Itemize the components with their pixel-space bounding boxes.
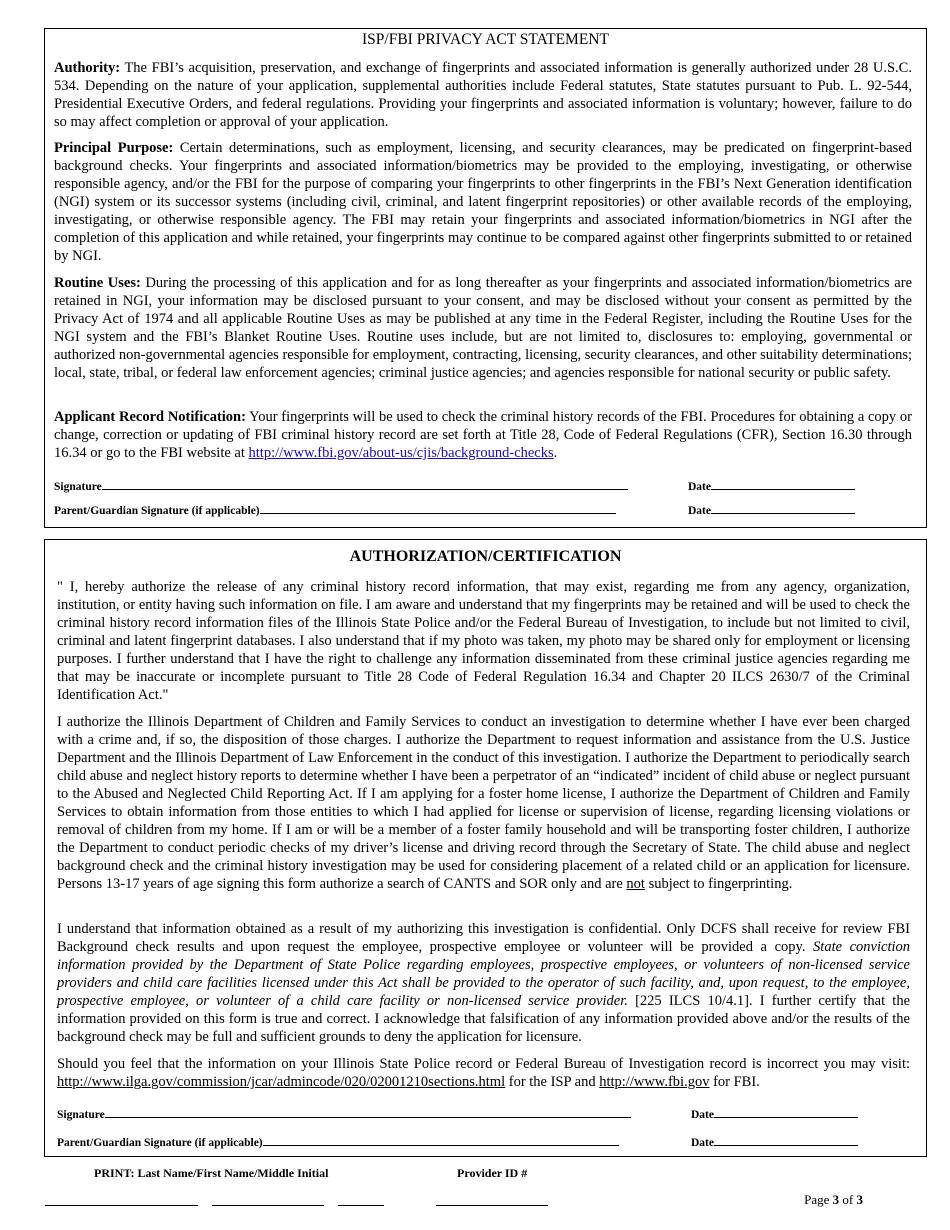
fbi-background-checks-link[interactable]: http://www.fbi.gov/about-us/cjis/background-checks bbox=[248, 445, 554, 461]
record-notification-label: Applicant Record Notification: bbox=[54, 409, 246, 425]
authorization-guardian-date-row bbox=[691, 1133, 858, 1149]
current-page: 3 bbox=[832, 1192, 840, 1207]
ilga-admincode-link[interactable]: http://www.ilga.gov/commission/jcar/admincode/020/02001210sections.html bbox=[57, 1074, 506, 1090]
guardian-signature-line[interactable] bbox=[260, 501, 616, 514]
privacy-date-row bbox=[688, 477, 855, 493]
authorization-date-row bbox=[691, 1105, 858, 1121]
authorization-paragraph-3: I understand that information obtained as a result of my authorizing this investigation is confidential. Only DCFS shall receive for review FBI Background check results and upon request the employee, prospective employee or volunteer will be provided a copy. State conviction information provided by the Department of State Police regarding employees, prospective employees, or volunteers of non-licensed service providers and child care facilities licensed under this Act shall be provided to the operator of such facility, and, upon request, to the employee, prospective employee, or volunteer of a child care facility or non-licensed service provider. [225 ILCS 10/4.1]. I further certify that the information provided on this form is true and correct. I acknowledge that falsification of any information provided above and/or the results of the background check may be full and sufficient grounds to deny the application for licensure. bbox=[57, 921, 911, 1045]
guardian-signature-line[interactable] bbox=[263, 1133, 619, 1146]
authorization-title: AUTHORIZATION/CERTIFICATION bbox=[349, 548, 622, 565]
authority-label: Authority: bbox=[54, 60, 121, 76]
record-notification-text: Your fingerprints will be used to check the criminal history records of the FBI. Procedures for obtaining a copy or change, correction or updating of FBI criminal history record are set forth at Title 28, Code of Federal Regulations (CFR), Section 16.30 through 16.34 or go to the FBI website at bbox=[54, 409, 913, 461]
privacy-act-title: ISP/FBI PRIVACY ACT STATEMENT bbox=[362, 31, 609, 48]
print-name-label: PRINT: Last Name/First Name/Middle Initial bbox=[94, 1166, 329, 1180]
date-label: Date bbox=[688, 481, 711, 493]
date-label: Date bbox=[691, 1137, 714, 1149]
routine-uses-label: Routine Uses: bbox=[54, 275, 141, 291]
authorization-paragraph-1: " I, hereby authorize the release of any criminal history record information, that may exist, regarding me from any agency, organization, institution, or entity having such information on file. I am aware and understand that my fingerprints may be retained and will be used to check the criminal history record information files of the Illinois State Police and/or the Federal Bureau of Investigation, to include but not limited to civil, criminal and latent fingerprint databases. I also understand that if my photo was taken, my photo may be shared only for employment or licensing purposes. I further understand that I have the right to challenge any information disseminated from these criminal justice agencies regarding me that may be inaccurate or incomplete pursuant to Title 28 Code of Federal Regulation 16.34 and Chapter 20 ILCS 2630/7 of the Criminal Identification Act." bbox=[57, 579, 910, 703]
authorization-section bbox=[44, 539, 927, 1157]
provider-id-label: Provider ID # bbox=[457, 1166, 528, 1180]
record-notification-paragraph: Applicant Record Notification: Your fingerprints will be used to check the criminal history records of the FBI. Procedures for obtaining a copy or change, correction or updating of FBI criminal history record are set forth at Title 28, Code of Federal Regulations (CFR), Section 16.30 through 16.34 or go to the FBI website at http://www.fbi.gov/about-us/cjis/background-checks. bbox=[54, 409, 913, 461]
signature-label: Signature bbox=[54, 481, 102, 493]
provider-id-field[interactable] bbox=[436, 1205, 548, 1206]
guardian-signature-label: Parent/Guardian Signature (if applicable) bbox=[54, 505, 260, 517]
first-name-field[interactable] bbox=[212, 1205, 324, 1206]
middle-initial-field[interactable] bbox=[338, 1205, 384, 1206]
signature-line[interactable] bbox=[102, 477, 628, 490]
routine-uses-paragraph bbox=[54, 274, 912, 382]
privacy-guardian-row bbox=[54, 501, 616, 517]
page-number: Page 3 of 3 bbox=[804, 1192, 863, 1207]
authorization-paragraph-4: Should you feel that the information on your Illinois State Police record or Federal Bureau of Investigation record is incorrect you may visit: http://www.ilga.gov/commission/jcar/admincode/020/02001210sections.html for the ISP and http://www.fbi.gov for FBI. bbox=[57, 1056, 910, 1090]
total-pages: 3 bbox=[856, 1192, 863, 1207]
principal-purpose-label: Principal Purpose: bbox=[54, 140, 174, 156]
last-name-field[interactable] bbox=[45, 1205, 198, 1206]
guardian-signature-label: Parent/Guardian Signature (if applicable) bbox=[57, 1137, 263, 1149]
date-line[interactable] bbox=[711, 477, 855, 490]
privacy-signature-row bbox=[54, 477, 628, 493]
date-label: Date bbox=[691, 1109, 714, 1121]
date-line[interactable] bbox=[714, 1105, 858, 1118]
date-label: Date bbox=[688, 505, 711, 517]
authority-paragraph bbox=[54, 59, 912, 131]
guardian-date-line[interactable] bbox=[714, 1133, 858, 1146]
signature-line[interactable] bbox=[105, 1105, 631, 1118]
guardian-date-line[interactable] bbox=[711, 501, 855, 514]
state-conviction-italic: State conviction information provided by the Department of State Police regarding employees, prospective employees, or volunteers of non-licensed service providers and child care facilities licensed under this Act shall be provided to the operator of such facility, and, upon request, to the employee, prospective employee, or volunteer of a child care facility or non-licensed service provider. bbox=[57, 939, 911, 1009]
routine-uses-text: During the processing of this application and for as long thereafter as your fingerprints and associated information/biometrics are retained in NGI, your information may be disclosed pursuant to your consent, and may be disclosed without your consent as permitted by the Privacy Act of 1974 and all applicable Routine Uses as may be published at any time in the Federal Register, including the Routine Uses for the NGI system and the FBI’s Blanket Routine Uses. Routine uses include, but are not limited to, disclosures to: employing, governmental or authorized non-governmental agencies responsible for employment, contracting, licensing, security clearances, and other suitability determinations; local, state, tribal, or federal law enforcement agencies; criminal justice agencies; and agencies responsible for national security or public safety. bbox=[54, 275, 913, 381]
principal-purpose-paragraph bbox=[54, 139, 912, 265]
fbi-gov-link[interactable]: http://www.fbi.gov bbox=[599, 1074, 710, 1090]
authorization-guardian-row bbox=[57, 1133, 619, 1149]
authorization-paragraph-2: I authorize the Illinois Department of Children and Family Services to conduct an investigation to determine whether I have ever been charged with a crime and, if so, the disposition of those charges. I authorize the Department to request information and assistance from the U.S. Justice Department and the Illinois Department of Law Enforcement in the conduct of this investigation. I authorize the Department to periodically search child abuse and neglect history reports to determine whether I have been a perpetrator of an “indicated” incident of child abuse or neglect pursuant to the Abused and Neglected Child Reporting Act. If I am applying for a foster home license, I authorize the Department of Children and Family Services to obtain information from those entities to which I had applied for license or supervision of license, regarding licensing violations or removal of children from my home. If I am or will be a member of a foster family household and will be transporting foster children, I authorize the Department to conduct periodic checks of my driver’s license and driving record through the Secretary of State. The child abuse and neglect background check and the criminal history investigation may be used for considering placement of a related child or an application for licensure. Persons 13-17 years of age signing this form authorize a search of CANTS and SOR only and are not subject to fingerprinting. bbox=[57, 714, 910, 892]
not-underlined: not bbox=[626, 876, 645, 892]
privacy-act-section bbox=[44, 28, 927, 528]
principal-purpose-text: Certain determinations, such as employment, licensing, and security clearances, may be predicated on fingerprint-based background checks. Your fingerprints and associated information/biometrics may be provided to the employing, investigating, or otherwise responsible agency, and/or the FBI for the purpose of comparing your fingerprints to other fingerprints in the FBI’s Next Generation identification (NGI) system or its successor systems (including civil, criminal, and latent fingerprint repositories) or other available records of the employing, investigating, or otherwise responsible agency. The FBI may retain your fingerprints and associated information/biometrics in NGI after the completion of this application and while retained, your fingerprints may continue to be compared against other fingerprints submitted to or retained by NGI. bbox=[54, 140, 912, 264]
signature-label: Signature bbox=[57, 1109, 105, 1121]
authorization-signature-row bbox=[57, 1105, 631, 1121]
authority-text: The FBI’s acquisition, preservation, and exchange of fingerprints and associated information is generally authorized under 28 U.S.C. 534. Depending on the nature of your application, supplemental authorities include Federal statutes, State statutes pursuant to Pub. L. 92-544, Presidential Executive Orders, and federal regulations. Providing your fingerprints and associated information is voluntary; however, failure to do so may affect completion or approval of your application. bbox=[54, 60, 912, 130]
privacy-guardian-date-row bbox=[688, 501, 855, 517]
